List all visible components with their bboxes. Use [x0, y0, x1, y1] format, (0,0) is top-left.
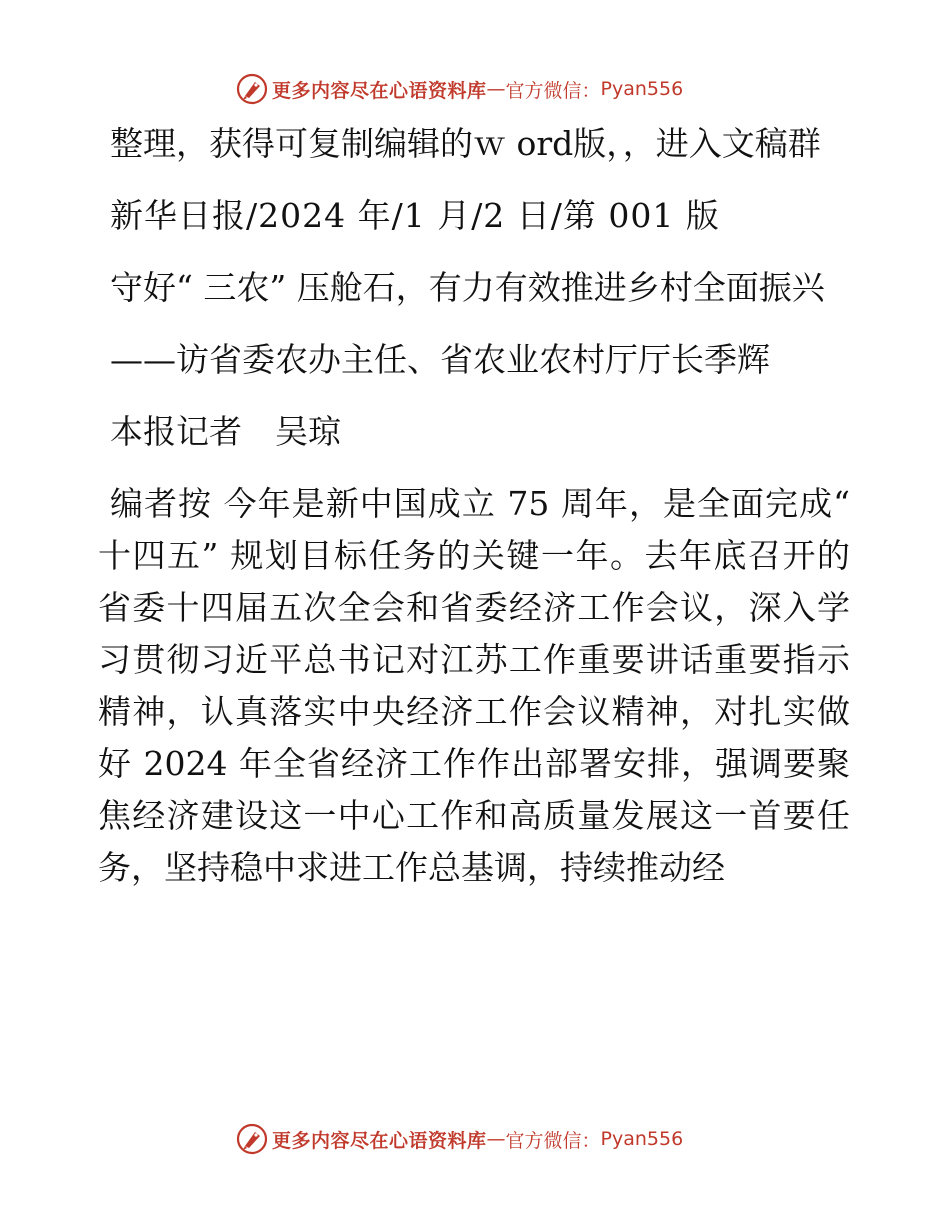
watermark-banner-bottom — [236, 1122, 716, 1156]
document-body — [98, 118, 850, 894]
watermark-site-name: 更多内容尽在心语资料库 — [272, 79, 487, 102]
watermark-wechat-label: 官方微信： — [505, 79, 601, 102]
byline: 本报记者 吴琼 — [110, 412, 341, 451]
pen-nib-logo-icon — [236, 73, 268, 105]
editor-note: 编者按 今年是新中国成立 75 周年，是全面完成“ 十四五” 规划目标任务的关键一年。去年底召开的省委十四届五次全会和省委经济工作会议，深入学习贯彻习近平总书记对江苏工作重要讲话重要指示精神，认真落实中央经济工作会议精神，对扎实做好 2024 年全省经济工作作出部署安排，强调要聚焦经济建设这一中心工作和高质量发展这一首要任务，坚持稳中求进工作总基调，持续推动经 — [98, 484, 850, 887]
source-line: 新华日报/2024 年/1 月/2 日/第 001 版 — [110, 196, 720, 235]
watermark-site-name: 更多内容尽在心语资料库 — [272, 1129, 487, 1152]
intro-line: 整理，获得可复制编辑的ｗ ord版，，进入文稿群 — [110, 124, 821, 163]
watermark-wechat-id: Pyan556 — [600, 78, 684, 100]
watermark-banner-top — [236, 72, 716, 106]
subheadline: ——访省委农办主任、省农业农村厅厅长季辉 — [110, 340, 770, 379]
watermark-separator: — — [486, 1128, 506, 1150]
watermark-wechat-label: 官方微信： — [505, 1129, 601, 1152]
watermark-wechat-id: Pyan556 — [600, 1128, 684, 1150]
headline: 守好“ 三农” 压舱石，有力有效推进乡村全面振兴 — [110, 268, 825, 307]
watermark-separator: — — [486, 78, 506, 100]
pen-nib-logo-icon — [236, 1123, 268, 1155]
